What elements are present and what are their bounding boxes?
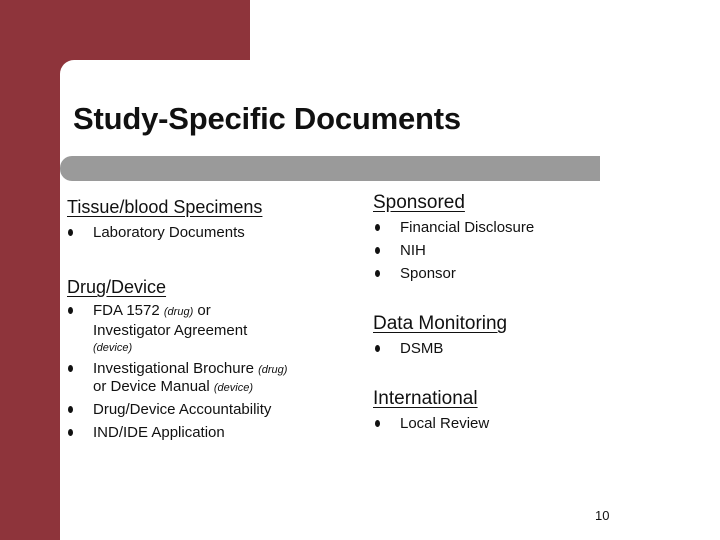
drug-device-heading: Drug/Device	[67, 277, 167, 297]
bullet-icon	[68, 365, 73, 372]
bullet-icon	[375, 270, 380, 277]
brochure-note: (drug)	[258, 364, 288, 376]
brochure-note2: (device)	[213, 382, 254, 394]
list-item: Financial Disclosure	[400, 219, 535, 236]
data-monitoring-heading: Data Monitoring	[373, 313, 508, 334]
brochure-line2-text: or Device Manual	[93, 378, 210, 395]
list-item: Drug/Device Accountability	[93, 401, 272, 418]
list-item-fda	[93, 301, 211, 322]
fda-tail: or	[197, 302, 211, 319]
fda-note: (drug)	[163, 306, 194, 318]
sponsored-heading: Sponsored	[373, 192, 465, 213]
bullet-icon	[375, 224, 380, 231]
list-item: Sponsor	[400, 265, 456, 282]
fda-text: FDA 1572	[93, 302, 160, 319]
brochure-line2	[93, 377, 253, 398]
brochure-text: Investigational Brochure	[93, 360, 254, 377]
bullet-icon	[68, 307, 73, 314]
bullet-icon	[375, 345, 380, 352]
international-heading: International	[373, 388, 478, 409]
bullet-icon	[68, 229, 73, 236]
tissue-heading: Tissue/blood Specimens	[67, 197, 263, 217]
bullet-icon	[375, 247, 380, 254]
bullet-icon	[375, 420, 380, 427]
title-rule	[60, 156, 600, 181]
page-number: 10	[595, 508, 610, 523]
slide-title: Study-Specific Documents	[73, 101, 461, 136]
bullet-icon	[68, 406, 73, 413]
list-item: Local Review	[400, 415, 490, 432]
list-item: IND/IDE Application	[93, 424, 225, 441]
list-item: DSMB	[400, 340, 444, 357]
list-item: Laboratory Documents	[93, 224, 245, 241]
list-item: NIH	[400, 242, 426, 259]
bullet-icon	[68, 429, 73, 436]
fda-line2: Investigator Agreement	[93, 322, 248, 339]
fda-note2: (device)	[93, 342, 133, 354]
